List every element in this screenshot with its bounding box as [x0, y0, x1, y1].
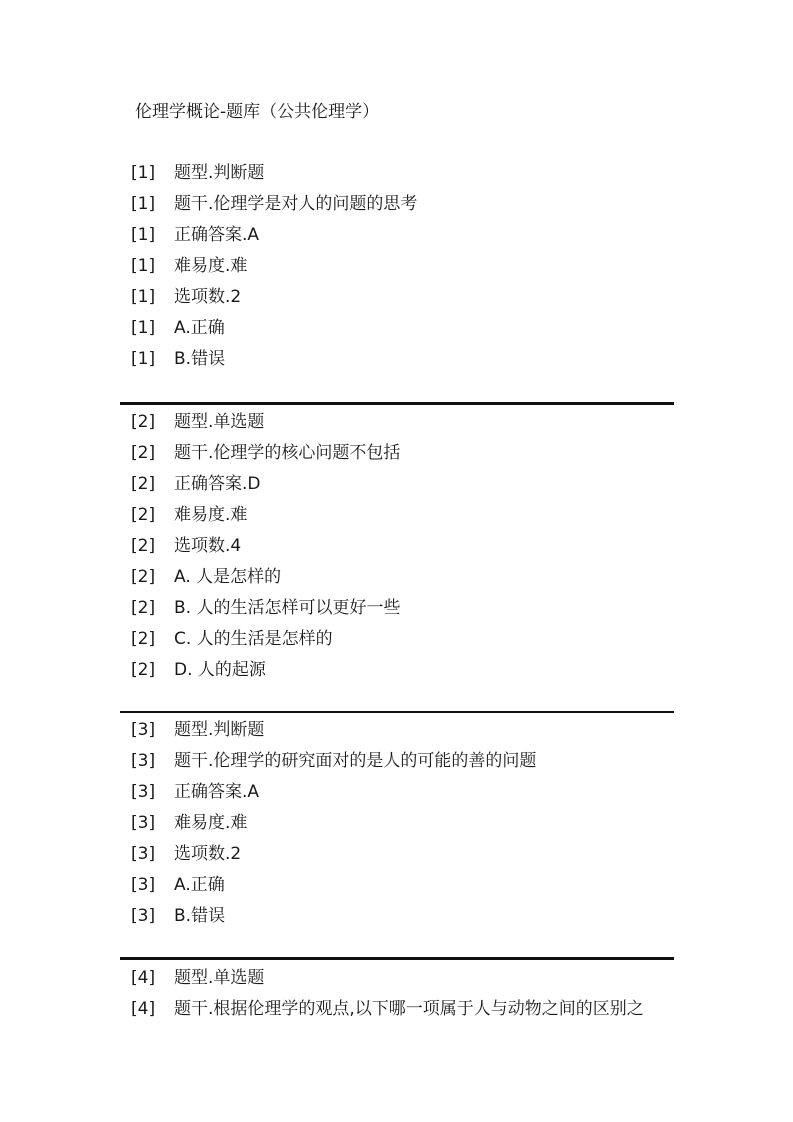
correct-answer: 正确答案.A: [174, 782, 260, 802]
question-number: [2]: [131, 443, 156, 463]
question-row-stem: [120, 189, 674, 220]
question-row-option-count: [120, 282, 674, 313]
question-row-option-b: [120, 593, 674, 624]
question-number: [2]: [131, 598, 156, 618]
question-type: 题型.判断题: [174, 163, 265, 183]
question-number: [2]: [131, 567, 156, 587]
question-row-option-c: [120, 624, 674, 655]
question-block-4: [120, 957, 674, 1025]
question-stem: 题干.伦理学是对人的问题的思考: [174, 194, 418, 214]
question-number: [1]: [131, 287, 156, 307]
question-row-answer: [120, 469, 674, 500]
question-number: [3]: [131, 720, 156, 740]
difficulty: 难易度.难: [174, 505, 248, 525]
question-number: [4]: [131, 968, 156, 988]
question-type: 题型.单选题: [174, 968, 265, 988]
question-row-option-a: [120, 870, 674, 901]
question-row-option-a: [120, 313, 674, 344]
difficulty: 难易度.难: [174, 256, 248, 276]
question-number: [3]: [131, 813, 156, 833]
question-number: [1]: [131, 256, 156, 276]
question-row-difficulty: [120, 251, 674, 282]
question-stem: 题干.伦理学的研究面对的是人的可能的善的问题: [174, 751, 537, 771]
option-count: 选项数.2: [174, 844, 242, 864]
option-d: D. 人的起源: [174, 660, 266, 680]
option-count: 选项数.2: [174, 287, 242, 307]
question-block-2: [120, 402, 674, 686]
question-row-difficulty: [120, 500, 674, 531]
question-type: 题型.单选题: [174, 412, 265, 432]
question-row-type: [120, 158, 674, 189]
question-number: [1]: [131, 225, 156, 245]
question-number: [2]: [131, 536, 156, 556]
question-number: [4]: [131, 999, 156, 1019]
correct-answer: 正确答案.D: [174, 474, 261, 494]
question-row-type: [120, 715, 674, 746]
option-b: B.错误: [174, 906, 226, 926]
option-a: A.正确: [174, 318, 225, 338]
question-number: [2]: [131, 660, 156, 680]
question-number: [3]: [131, 844, 156, 864]
question-number: [3]: [131, 875, 156, 895]
question-block-1: [120, 158, 674, 375]
option-b: B.错误: [174, 349, 226, 369]
question-stem: 题干.根据伦理学的观点,以下哪一项属于人与动物之间的区别之: [174, 999, 644, 1019]
question-number: [1]: [131, 318, 156, 338]
question-row-stem: [120, 438, 674, 469]
correct-answer: 正确答案.A: [174, 225, 260, 245]
question-row-stem: [120, 994, 674, 1025]
question-number: [2]: [131, 474, 156, 494]
question-number: [1]: [131, 194, 156, 214]
question-row-option-count: [120, 531, 674, 562]
question-row-type: [120, 407, 674, 438]
page-title: 伦理学概论-题库（公共伦理学）: [135, 102, 380, 122]
question-row-stem: [120, 746, 674, 777]
option-c: C. 人的生活是怎样的: [174, 629, 333, 649]
option-count: 选项数.4: [174, 536, 242, 556]
question-row-difficulty: [120, 808, 674, 839]
question-number: [2]: [131, 629, 156, 649]
option-a: A.正确: [174, 875, 225, 895]
question-row-option-b: [120, 901, 674, 932]
question-number: [2]: [131, 412, 156, 432]
question-block-3: [120, 711, 674, 932]
question-number: [3]: [131, 906, 156, 926]
option-b: B. 人的生活怎样可以更好一些: [174, 598, 401, 618]
question-number: [3]: [131, 751, 156, 771]
question-row-type: [120, 963, 674, 994]
question-type: 题型.判断题: [174, 720, 265, 740]
option-a: A. 人是怎样的: [174, 567, 282, 587]
question-row-answer: [120, 777, 674, 808]
question-number: [1]: [131, 349, 156, 369]
question-row-option-d: [120, 655, 674, 686]
question-row-option-count: [120, 839, 674, 870]
question-row-answer: [120, 220, 674, 251]
question-stem: 题干.伦理学的核心问题不包括: [174, 443, 401, 463]
question-number: [2]: [131, 505, 156, 525]
difficulty: 难易度.难: [174, 813, 248, 833]
question-row-option-a: [120, 562, 674, 593]
question-number: [1]: [131, 163, 156, 183]
question-number: [3]: [131, 782, 156, 802]
question-row-option-b: [120, 344, 674, 375]
